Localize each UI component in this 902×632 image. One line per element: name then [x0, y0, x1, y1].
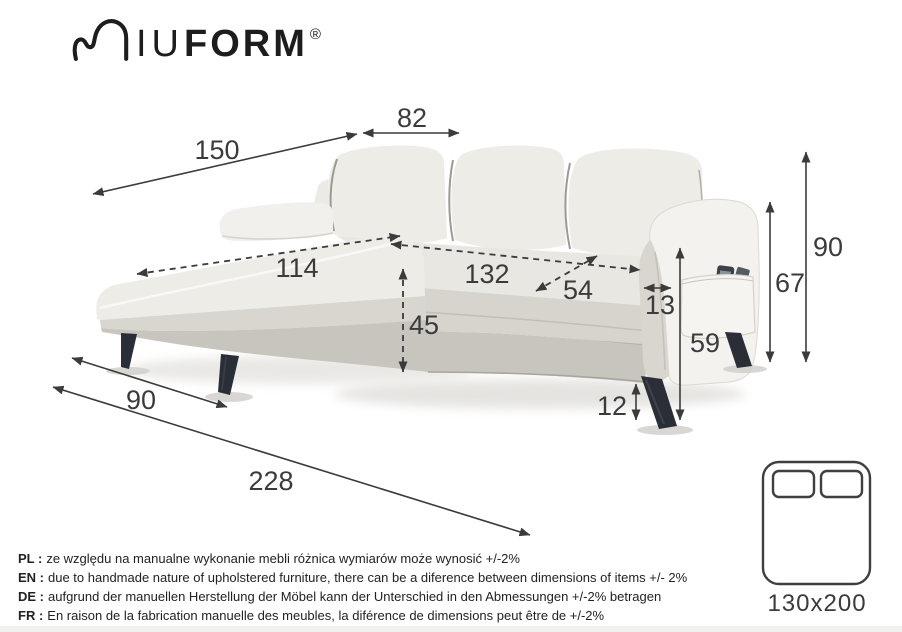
dim-label-chaise-diagonal: 150	[194, 135, 240, 165]
note-fr	[18, 606, 878, 625]
dim-label-side-height: 59	[689, 328, 721, 358]
left-armrest	[220, 202, 333, 241]
note-lang: EN :	[18, 570, 44, 585]
note-de	[18, 587, 878, 606]
dim-label-armrest-width: 13	[644, 290, 676, 320]
note-text: due to handmade nature of upholstered furniture, there can be a diference between dimensions of items +/- 2%	[48, 570, 688, 585]
note-en	[18, 568, 878, 587]
note-text: ze względu na manualne wykonanie mebli różnica wymiarów może wynosić +/-2%	[46, 551, 520, 566]
note-lang: PL :	[18, 551, 43, 566]
bed-pillow-right	[821, 471, 862, 497]
chaise-longue	[96, 234, 428, 372]
dim-label-back-depth: 82	[396, 103, 428, 133]
dim-label-chaise-length: 114	[275, 253, 319, 283]
dim-label-arm-height: 67	[774, 268, 806, 298]
dim-label-total-width: 228	[248, 466, 294, 496]
note-text: aufgrund der manuellen Herstellung der Möbel kann der Unterschied in den Abmessungen +/-2% betragen	[48, 589, 662, 604]
note-lang: FR :	[18, 608, 44, 623]
back-cushion	[451, 146, 566, 250]
dim-label-seat-depth: 54	[562, 275, 594, 305]
bottom-strip	[0, 626, 902, 632]
bed-size-label: 130x200	[767, 590, 867, 617]
note-lang: DE :	[18, 589, 44, 604]
registered-mark: ®	[309, 26, 321, 43]
note-text: En raison de la fabrication manuelle des meubles, la diférence de dimensions peut être de +/-2%	[47, 608, 605, 623]
dim-label-leg-height: 12	[596, 391, 628, 421]
dim-label-total-height: 90	[812, 232, 844, 262]
dim-label-chaise-depth: 90	[125, 385, 157, 415]
disclaimer-notes	[18, 549, 878, 625]
sofa-leg	[121, 333, 137, 369]
logo-form-text: FORM	[184, 23, 308, 65]
dim-label-seat-height: 45	[408, 310, 440, 340]
note-pl	[18, 549, 878, 568]
bed-pillow-left	[773, 471, 814, 497]
logo-iu-text: IU	[136, 23, 184, 65]
dim-label-seat-width: 132	[464, 259, 510, 289]
back-cushion	[327, 145, 447, 243]
dim-line-total-width	[53, 387, 530, 535]
